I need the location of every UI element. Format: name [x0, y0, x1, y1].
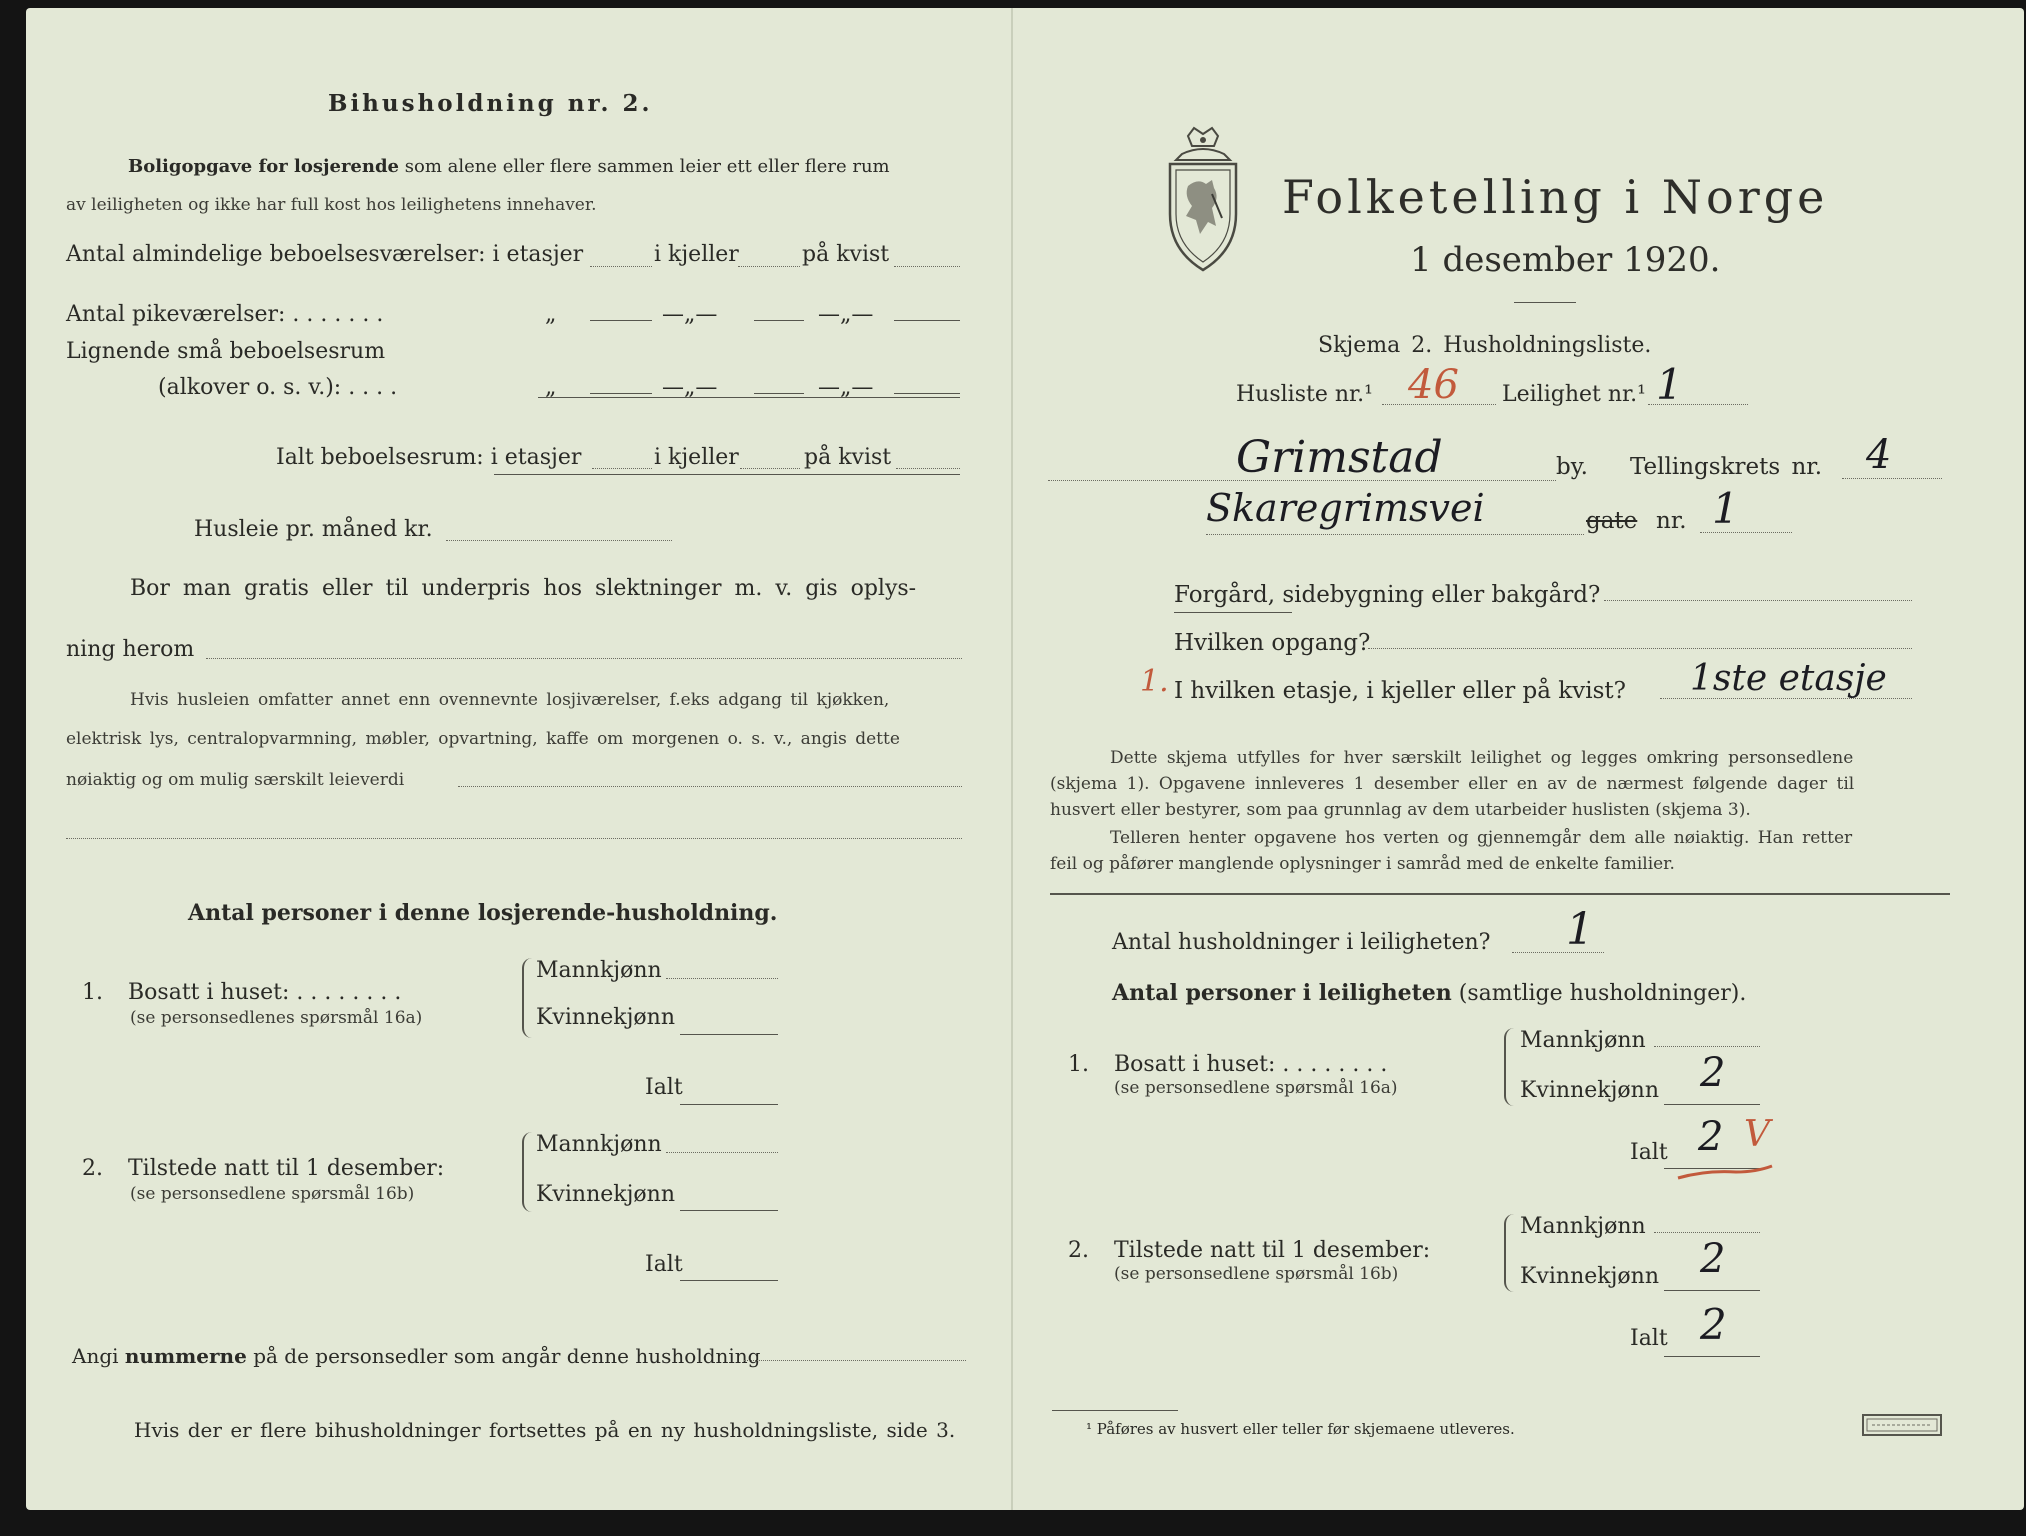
note2-line-2: feil og påfører manglende oplysninger i samråd med de enkelte familier. [1050, 854, 1675, 874]
angi-bold: nummerne [124, 1344, 247, 1368]
town-field[interactable] [1048, 480, 1556, 481]
etasje-mark: 1. [1140, 664, 1169, 699]
rooms-kvist-label: på kvist [802, 242, 890, 267]
etasje-value: 1ste etasje [1690, 658, 1887, 699]
left-q2-brace [522, 1132, 532, 1212]
ialt-kvist-field[interactable] [896, 468, 960, 469]
angi-rest: på de personsedler som angår denne husholdning [253, 1344, 761, 1368]
alkover-kjeller-field[interactable] [754, 393, 804, 394]
left-q1-mann-label: Mannkjønn [536, 958, 662, 983]
footnote-rule [1052, 1410, 1178, 1411]
gratis-field[interactable] [206, 658, 962, 659]
etasje-label: I hvilken etasje, i kjeller eller på kvist? [1174, 678, 1626, 704]
ialt-rooms-rule [494, 474, 960, 475]
town-value: Grimstad [1236, 432, 1443, 483]
right-title: Folketelling i Norge [1282, 170, 1829, 224]
angi-pre: Angi [72, 1344, 119, 1368]
notes-rule [1050, 893, 1950, 895]
right-q2-ialt-field[interactable] [1664, 1356, 1760, 1357]
gratis-line-2: ning herom [66, 637, 195, 662]
right-q1-ialt-value: 2 [1698, 1114, 1724, 1160]
right-persons-heading [1112, 980, 1746, 1006]
left-footer: Hvis der er flere bihusholdninger fortsettes på en ny husholdningsliste, side 3. [134, 1418, 956, 1442]
right-q2-brace [1504, 1214, 1514, 1292]
left-q2-mann-label: Mannkjønn [536, 1132, 662, 1157]
right-q2-kvinne-field[interactable] [1664, 1290, 1760, 1291]
left-q2-kvinne-label: Kvinnekjønn [536, 1182, 675, 1207]
right-persons-heading-rest: (samtlige husholdninger). [1458, 981, 1747, 1006]
opgang-label: Hvilken opgang? [1174, 630, 1371, 656]
opgang-field[interactable] [1368, 648, 1912, 649]
left-title: Bihusholdning nr. 2. [328, 90, 653, 117]
right-q1-mann-label: Mannkjønn [1520, 1028, 1646, 1053]
forgard-field[interactable] [1604, 600, 1912, 601]
left-q1-kvinne-label: Kvinnekjønn [536, 1005, 675, 1030]
left-q1-ialt-field[interactable] [680, 1104, 778, 1105]
ialt-rooms-label: Ialt beboelsesrum: i etasjer [276, 445, 582, 470]
krets-label: Tellingskrets nr. [1630, 454, 1823, 480]
left-persons-heading: Antal personer i denne losjerende-husholdning. [188, 900, 778, 926]
left-q1-num: 1. [82, 980, 103, 1005]
intro-rest: som alene eller flere sammen leier ett eller flere rum [404, 156, 890, 177]
footnote: ¹ Påføres av husvert eller teller før skjemaene utleveres. [1086, 1420, 1515, 1438]
right-q1-check: V [1744, 1114, 1770, 1155]
left-q1-brace [522, 958, 532, 1038]
red-underline-mark [1676, 1160, 1776, 1184]
right-q1-label: Bosatt i huset: . . . . . . . . [1114, 1052, 1388, 1077]
right-q1-num: 1. [1068, 1052, 1089, 1077]
pike-kjeller-field[interactable] [754, 320, 804, 321]
street-field[interactable] [1206, 534, 1584, 535]
left-q1-label: Bosatt i huset: . . . . . . . . [128, 980, 402, 1005]
lignende-label: Lignende små beboelsesrum [66, 339, 386, 364]
alkover-label: (alkover o. s. v.): . . . . [158, 375, 398, 400]
left-q2-mann-field[interactable] [666, 1152, 778, 1153]
ialt-etasjer-field[interactable] [592, 468, 652, 469]
pike-kvist-field[interactable] [894, 320, 960, 321]
rooms-kjeller-label: i kjeller [654, 242, 739, 267]
ialt-kvist-label: på kvist [804, 445, 892, 470]
left-q2-ialt-field[interactable] [680, 1280, 778, 1281]
husliste-value: 46 [1408, 362, 1459, 408]
households-value: 1 [1566, 904, 1594, 955]
left-q1-sub: (se personsedlenes spørsmål 16a) [130, 1008, 423, 1028]
left-q1-mann-field[interactable] [666, 978, 778, 979]
rooms-etasjer-field[interactable] [590, 266, 652, 267]
rooms-kvist-field[interactable] [894, 266, 960, 267]
right-q2-label: Tilstede natt til 1 desember: [1114, 1238, 1431, 1263]
right-q2-kvinne-label: Kvinnekjønn [1520, 1264, 1659, 1289]
pike-ditto-3: —„— [818, 302, 874, 327]
printer-stamp-icon [1862, 1414, 1942, 1436]
right-q1-kvinne-value: 2 [1700, 1050, 1726, 1096]
right-q1-mann-field[interactable] [1654, 1046, 1760, 1047]
coat-of-arms-icon [1160, 126, 1246, 274]
title-rule [1514, 302, 1576, 303]
leieverdi-field[interactable] [458, 786, 962, 787]
right-q1-sub: (se personsedlene spørsmål 16a) [1114, 1078, 1398, 1098]
schema-label: Skjema 2. Husholdningsliste. [1318, 333, 1652, 358]
left-q1-ialt-label: Ialt [645, 1075, 683, 1100]
hvis-line-3: nøiaktig og om mulig særskilt leieverdi [66, 770, 405, 790]
forgard-label: Forgård, sidebygning eller bakgård? [1174, 582, 1601, 608]
right-q2-ialt-value: 2 [1700, 1300, 1727, 1349]
note1-line-2: (skjema 1). Opgavene innleveres 1 desember eller en av de nærmest følgende dager til [1050, 774, 1855, 794]
street-nr-value: 1 [1712, 484, 1739, 533]
right-q1-brace [1504, 1028, 1514, 1106]
leilighet-label: Leilighet nr.¹ [1502, 382, 1646, 407]
rooms-kjeller-field[interactable] [738, 266, 800, 267]
left-q2-ialt-label: Ialt [645, 1252, 683, 1277]
left-q2-sub: (se personsedlene spørsmål 16b) [130, 1184, 415, 1204]
gratis-line-1: Bor man gratis eller til underpris hos slektninger m. v. gis oplys- [130, 576, 917, 601]
ialt-kjeller-field[interactable] [740, 468, 800, 469]
gate-label: gate [1586, 508, 1638, 534]
intro-bold: Boligopgave for losjerende [128, 156, 400, 177]
angi-field[interactable] [744, 1360, 966, 1361]
alkover-sum-rule [538, 397, 960, 398]
pike-etasjer-field[interactable] [590, 320, 652, 321]
left-q1-kvinne-field[interactable] [680, 1034, 778, 1035]
page-fold [1011, 8, 1013, 1510]
right-q1-kvinne-label: Kvinnekjønn [1520, 1078, 1659, 1103]
left-q2-kvinne-field[interactable] [680, 1210, 778, 1211]
hvis-line-1: Hvis husleien omfatter annet enn ovennevnte losjiværelser, f.eks adgang til kjøkken, [130, 690, 890, 710]
husleie-label: Husleie pr. måned kr. [194, 517, 433, 542]
by-label: by. [1556, 454, 1588, 480]
households-label: Antal husholdninger i leiligheten? [1112, 930, 1491, 955]
right-q2-kvinne-value: 2 [1700, 1236, 1726, 1282]
street-value: Skaregrimsvei [1206, 486, 1485, 530]
right-date: 1 desember 1920. [1410, 240, 1721, 280]
krets-field[interactable] [1842, 478, 1942, 479]
right-q2-sub: (se personsedlene spørsmål 16b) [1114, 1264, 1399, 1284]
husleie-field[interactable] [446, 540, 672, 541]
alkover-ditto-3: —„— [818, 375, 874, 400]
forgard-underline [1174, 612, 1292, 613]
pike-ditto-1: „ [545, 302, 557, 327]
krets-value: 4 [1866, 432, 1892, 478]
note1-line-3: husvert eller bestyrer, som paa grunnlag av dem utarbeider huslisten (skjema 3). [1050, 800, 1751, 820]
intro-line-2: av leiligheten og ikke har full kost hos leilighetens innehaver. [66, 195, 597, 215]
alkover-kvist-field[interactable] [894, 393, 960, 394]
note2-line-1: Telleren henter opgavene hos verten og gjennemgår dem alle nøiaktig. Han retter [1110, 828, 1853, 848]
left-q2-label: Tilstede natt til 1 desember: [128, 1156, 445, 1181]
right-q2-mann-label: Mannkjønn [1520, 1214, 1646, 1239]
right-q2-mann-field[interactable] [1654, 1232, 1760, 1233]
husliste-label: Husliste nr.¹ [1236, 382, 1373, 407]
right-q2-num: 2. [1068, 1238, 1089, 1263]
hvis-line-2: elektrisk lys, centralopvarmning, møbler, opvartning, kaffe om morgenen o. s. v., angis dette [66, 729, 900, 749]
street-nr-label: nr. [1656, 508, 1687, 534]
ialt-kjeller-label: i kjeller [654, 445, 739, 470]
right-q2-ialt-label: Ialt [1630, 1326, 1668, 1351]
pike-ditto-2: —„— [662, 302, 718, 327]
rooms-label: Antal almindelige beboelsesværelser: i etasjer [66, 242, 584, 267]
right-q1-ialt-label: Ialt [1630, 1140, 1668, 1165]
right-q1-kvinne-field[interactable] [1664, 1104, 1760, 1105]
intro-line-1 [128, 156, 890, 177]
angi-line [72, 1344, 760, 1368]
left-q2-num: 2. [82, 1156, 103, 1181]
leieverdi-field-2[interactable] [66, 838, 962, 839]
pike-label: Antal pikeværelser: . . . . . . . [66, 302, 384, 327]
alkover-etasjer-field[interactable] [590, 393, 652, 394]
leilighet-value: 1 [1656, 360, 1683, 409]
note1-line-1: Dette skjema utfylles for hver særskilt leilighet og legges omkring personsedlene [1110, 748, 1854, 768]
alkover-ditto-2: —„— [662, 375, 718, 400]
alkover-ditto-1: „ [545, 375, 557, 400]
right-persons-heading-bold: Antal personer i leiligheten [1112, 980, 1452, 1006]
